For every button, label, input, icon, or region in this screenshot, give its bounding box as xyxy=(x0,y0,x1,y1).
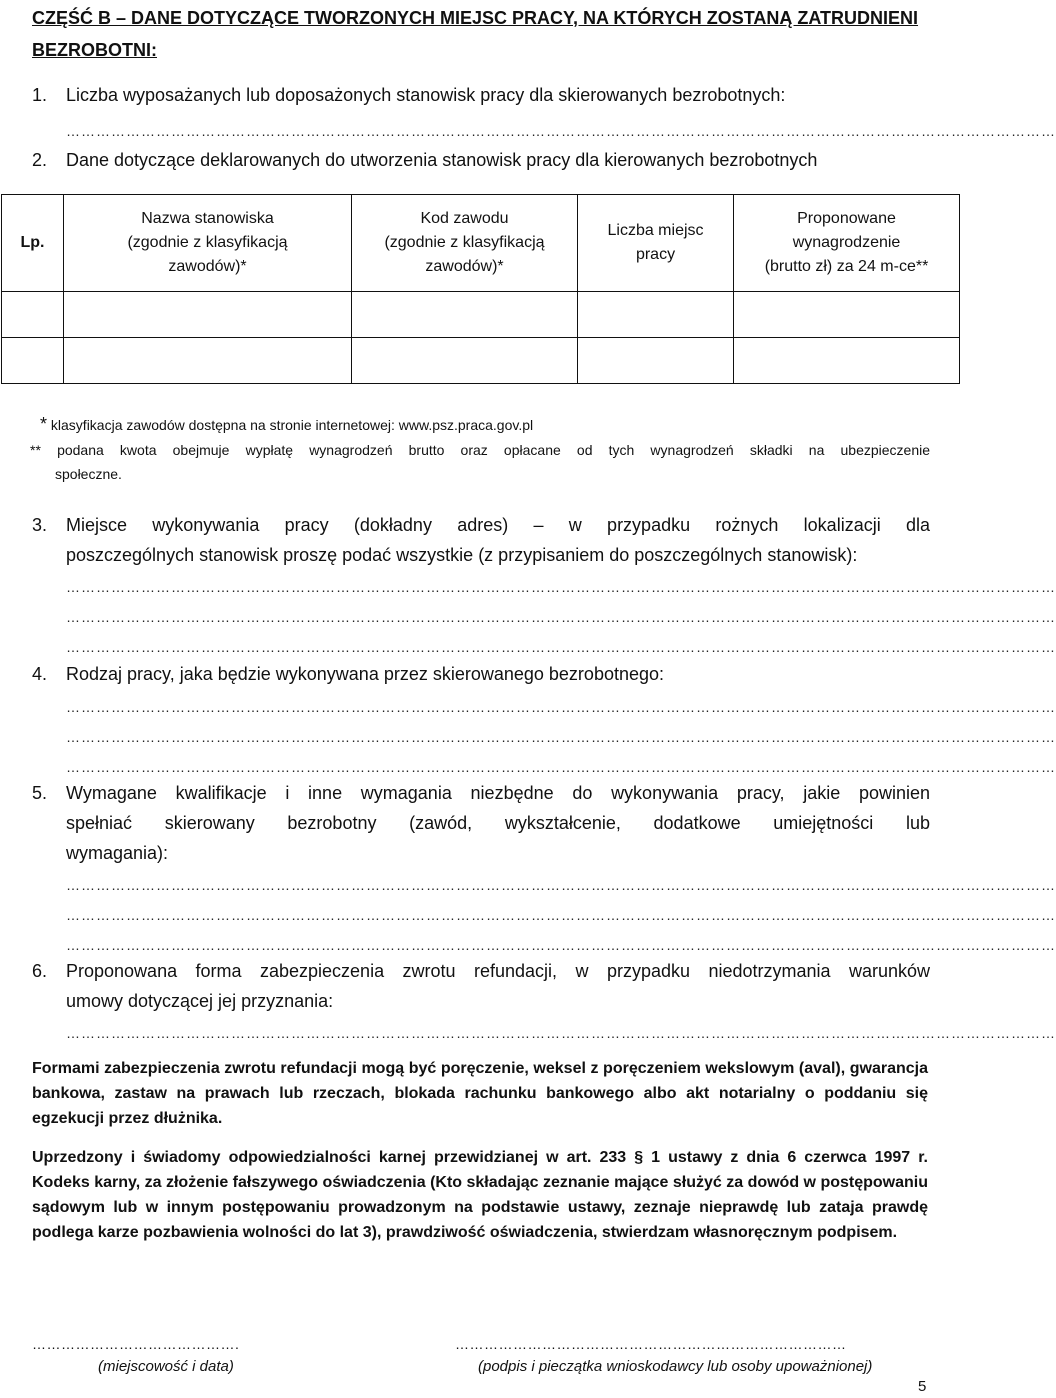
header-lp: Lp. xyxy=(2,195,64,292)
table-cell-kod[interactable] xyxy=(352,292,578,338)
item-1-answer-line[interactable]: ……………………………………………………………………………………………………………………………………………………………………………… xyxy=(66,123,1056,139)
table-cell-wynagrodzenie[interactable] xyxy=(734,292,960,338)
table-cell-liczba[interactable] xyxy=(578,292,734,338)
footnote-2 xyxy=(30,438,930,486)
header-nazwa-line2: (zgodnie z klasyfikacją xyxy=(127,234,288,251)
footnote-2-text: podana kwota obejmuje wypłatę wynagrodzeń brutto oraz opłacane od tych wynagrodzeń składki na ubezpieczenie xyxy=(57,442,931,458)
item-3-answer-line-2[interactable]: ……………………………………………………………………………………………………………………………………………………………………………… xyxy=(66,609,1056,625)
securities-paragraph: Formami zabezpieczenia zwrotu refundacji mogą być poręczenie, weksel z poręczeniem wekslowym (aval), gwarancja bankowa, zastaw na prawach lub rzeczach, blokada rachunku bankowego albo akt notarialny o poddaniu się egzekucji przez dłużnika. xyxy=(32,1060,928,1127)
positions-table xyxy=(1,194,960,384)
item-2-text: Dane dotyczące deklarowanych do utworzenia stanowisk pracy dla kierowanych bezrobotnych xyxy=(66,150,818,170)
item-5 xyxy=(32,778,930,868)
header-nazwa-line3: zawodów)* xyxy=(168,258,247,275)
section-heading xyxy=(32,2,937,66)
item-4-answer-line-1[interactable]: ……………………………………………………………………………………………………………………………………………………………………………… xyxy=(66,699,1056,715)
footnote-2-marker: ** xyxy=(30,442,41,458)
table-cell-kod[interactable] xyxy=(352,338,578,384)
item-5-number: 5. xyxy=(32,783,48,803)
footnote-2-text-cont: społeczne. xyxy=(55,466,122,482)
item-5-text-line1: Wymagane kwalifikacje i inne wymagania niezbędne do wykonywania pracy, jakie powinien xyxy=(66,783,930,803)
table-header-row xyxy=(2,195,960,292)
item-5-text-line2: spełniać skierowany bezrobotny (zawód, wykształcenie, dodatkowe umiejętności lub xyxy=(66,813,930,833)
header-liczba-line2: pracy xyxy=(635,246,676,263)
item-2-number: 2. xyxy=(32,150,48,170)
footnote-1 xyxy=(40,412,533,437)
footnote-1-text: klasyfikacja zawodów dostępna na stronie internetowej: www.psz.praca.gov.pl xyxy=(50,417,534,433)
table-cell-wynagrodzenie[interactable] xyxy=(734,338,960,384)
header-kod-line2: (zgodnie z klasyfikacją xyxy=(384,234,545,251)
item-3-text-line2: poszczególnych stanowisk proszę podać wszystkie (z przypisaniem do poszczególnych stanowisk): xyxy=(66,545,858,565)
item-4-text: Rodzaj pracy, jaka będzie wykonywana przez skierowanego bezrobotnego: xyxy=(66,664,665,684)
table-cell-liczba[interactable] xyxy=(578,338,734,384)
item-6-text-line1: Proponowana forma zabezpieczenia zwrotu refundacji, w przypadku niedotrzymania warunków xyxy=(66,961,930,981)
item-1 xyxy=(32,80,785,110)
declaration-paragraph: Uprzedzony i świadomy odpowiedzialności karnej przewidzianej w art. 233 § 1 ustawy z dnia 6 czerwca 1997 r. Kodeks karny, za złożenie fałszywego oświadczenia (Kto składając zeznanie mające służyć za dowód w postępowaniu sądowym lub w innym postępowaniu prowadzonym na podstawie ustawy, zeznaje nieprawdę lub zataja prawdę podlega karze pozbawienia wolności do lat 3), prawdziwość oświadczenia, stwierdzam własnoręcznym podpisem. xyxy=(32,1149,928,1241)
page-number: 5 xyxy=(918,1378,927,1395)
date-place-label: (miejscowość i data) xyxy=(98,1358,234,1375)
header-nazwa xyxy=(64,195,352,292)
item-5-text-line3: wymagania): xyxy=(66,843,169,863)
item-4 xyxy=(32,659,664,689)
header-kod-line1: Kod zawodu xyxy=(420,210,509,227)
item-5-answer-line-2[interactable]: ……………………………………………………………………………………………………………………………………………………………………………… xyxy=(66,907,1056,923)
item-2 xyxy=(32,145,817,175)
item-3-answer-line-3[interactable]: ……………………………………………………………………………………………………………………………………………………………………………… xyxy=(66,639,1056,655)
header-wynagrodzenie-line1: Proponowane xyxy=(797,210,896,227)
item-5-answer-line-1[interactable]: ……………………………………………………………………………………………………………………………………………………………………………… xyxy=(66,877,1056,893)
header-kod xyxy=(352,195,578,292)
item-3 xyxy=(32,510,930,570)
section-heading-line1: CZĘŚĆ B – DANE DOTYCZĄCE TWORZONYCH MIEJSC PRACY, NA KTÓRYCH ZOSTANĄ ZATRUDNIENI xyxy=(32,8,919,28)
table-cell-nazwa[interactable] xyxy=(64,292,352,338)
item-1-number: 1. xyxy=(32,85,48,105)
signature-line[interactable]: ……………………………………………………………………… xyxy=(455,1336,847,1352)
item-6 xyxy=(32,956,930,1016)
item-1-text: Liczba wyposażanych lub doposażonych stanowisk pracy dla skierowanych bezrobotnych: xyxy=(66,85,786,105)
header-wynagrodzenie xyxy=(734,195,960,292)
item-3-number: 3. xyxy=(32,515,48,535)
item-6-number: 6. xyxy=(32,961,48,981)
item-4-answer-line-2[interactable]: ……………………………………………………………………………………………………………………………………………………………………………… xyxy=(66,729,1056,745)
item-3-text-line1: Miejsce wykonywania pracy (dokładny adres) – w przypadku rożnych lokalizacji dla xyxy=(66,515,930,535)
header-liczba-line1: Liczba miejsc xyxy=(607,222,704,239)
date-place-line[interactable]: ……………………………………. xyxy=(32,1336,240,1352)
footnote-1-marker: * xyxy=(40,414,48,434)
item-4-number: 4. xyxy=(32,664,48,684)
header-wynagrodzenie-line2: wynagrodzenie xyxy=(792,234,901,251)
signature-label: (podpis i pieczątka wnioskodawcy lub osoby upoważnionej) xyxy=(478,1358,873,1375)
header-nazwa-line1: Nazwa stanowiska xyxy=(141,210,274,227)
header-kod-line3: zawodów)* xyxy=(425,258,504,275)
section-heading-line2: BEZROBOTNI: xyxy=(32,40,157,60)
item-5-answer-line-3[interactable]: ……………………………………………………………………………………………………………………………………………………………………………… xyxy=(66,937,1056,953)
item-4-answer-line-3[interactable]: ……………………………………………………………………………………………………………………………………………………………………………… xyxy=(66,759,1056,775)
table-cell-lp[interactable] xyxy=(2,292,64,338)
table-cell-lp[interactable] xyxy=(2,338,64,384)
header-wynagrodzenie-line3: (brutto zł) za 24 m-ce** xyxy=(764,258,929,275)
table-row xyxy=(2,292,960,338)
item-3-answer-line-1[interactable]: ……………………………………………………………………………………………………………………………………………………………………………… xyxy=(66,579,1056,595)
item-6-answer-line[interactable]: ……………………………………………………………………………………………………………………………………………………………………………… xyxy=(66,1025,1056,1041)
table-row xyxy=(2,338,960,384)
header-liczba xyxy=(578,195,734,292)
item-6-text-line2: umowy dotyczącej jej przyznania: xyxy=(66,991,334,1011)
table-cell-nazwa[interactable] xyxy=(64,338,352,384)
